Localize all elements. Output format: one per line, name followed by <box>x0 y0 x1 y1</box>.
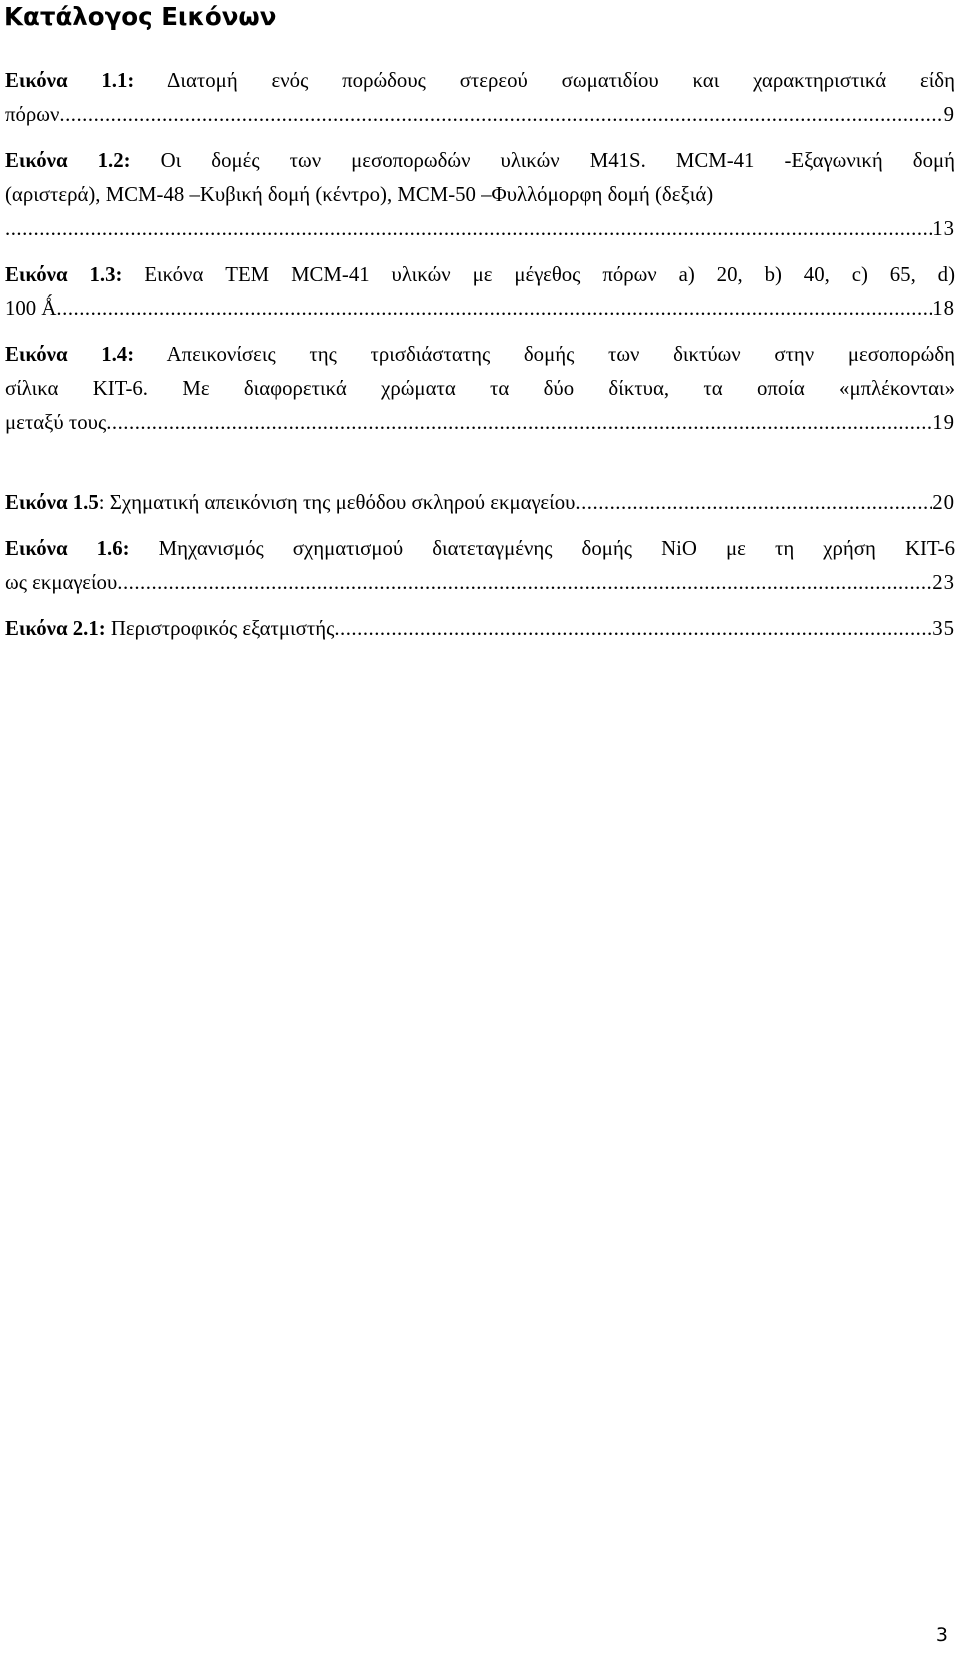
toc-entry-2-1[interactable] <box>5 612 955 646</box>
toc-entry-1-4[interactable] <box>5 338 955 440</box>
entry-label: Εικόνα 2.1: <box>5 617 106 640</box>
entry-caption: Εικόνα TEM MCM-41 υλικών με μέγεθος πόρων a) 20, b) 40, c) 65, d) <box>144 263 956 286</box>
entry-line <box>5 64 955 98</box>
entry-caption: Μηχανισμός σχηματισμού διατεταγμένης δομής NiO με τη χρήση KIT-6 <box>158 537 956 560</box>
entry-page-number: 13 <box>932 217 955 240</box>
dot-leader <box>334 612 932 646</box>
entry-label-group <box>5 486 575 520</box>
entry-label: Εικόνα 1.4: <box>5 343 135 366</box>
entry-caption-end: Σχηματική απεικόνιση της μεθόδου σκληρού εκμαγείου <box>109 491 576 514</box>
entry-page-number: 20 <box>932 491 955 514</box>
dot-leader <box>106 406 932 440</box>
page-number: 3 <box>935 1624 948 1646</box>
entry-label: Εικόνα 1.2: <box>5 149 131 172</box>
entry-label: Εικόνα 1.1: <box>5 69 135 92</box>
entry-caption-continued: (αριστερά), MCM-48 –Κυβική δομή (κέντρο), MCM-50 –Φυλλόμορφη δομή (δεξιά) <box>5 183 714 206</box>
entry-line <box>5 372 955 406</box>
entry-caption-end: 100 Ǻ <box>5 297 57 320</box>
toc-entry-1-6[interactable] <box>5 532 955 600</box>
entry-label: Εικόνα 1.6: <box>5 537 130 560</box>
entry-caption: Διατομή ενός πορώδους στερεού σωματιδίου και χαρακτηριστικά είδη <box>167 69 955 92</box>
dot-leader <box>5 212 932 246</box>
entry-page-number: 35 <box>932 617 955 640</box>
toc-entry-1-1[interactable] <box>5 64 955 132</box>
entry-leader-line <box>5 612 955 646</box>
entry-label-group <box>5 612 334 646</box>
entry-label-colon: : <box>98 491 105 514</box>
entry-caption-end: ως εκμαγείου <box>5 571 118 594</box>
entry-label: Εικόνα 1.3: <box>5 263 123 286</box>
entry-leader-line <box>5 212 955 246</box>
entry-leader-line <box>5 566 955 600</box>
entry-page-number: 18 <box>932 297 955 320</box>
entry-line <box>5 258 955 292</box>
dot-leader <box>117 566 932 600</box>
entry-caption: Οι δομές των μεσοπορωδών υλικών M41S. MCM-41 -Εξαγωνική δομή <box>160 149 956 172</box>
entry-leader-line <box>5 486 955 520</box>
dot-leader <box>56 292 932 326</box>
entry-line <box>5 338 955 372</box>
entry-line <box>5 178 955 212</box>
entry-caption-end: Περιστροφικός εξατμιστής <box>110 617 335 640</box>
entry-caption-end: πόρων <box>5 103 60 126</box>
toc-entry-1-2[interactable] <box>5 144 955 246</box>
entry-caption-end: μεταξύ τους <box>5 411 107 434</box>
entry-caption: Απεικονίσεις της τρισδιάστατης δομής των δικτύων στην μεσοπορώδη <box>166 343 955 366</box>
toc-entry-1-5[interactable] <box>5 486 955 520</box>
toc-title: Κατάλογος Εικόνων <box>4 2 277 31</box>
entry-label: Εικόνα 1.5 <box>5 491 99 514</box>
entry-caption-continued: σίλικα KIT-6. Με διαφορετικά χρώματα τα δύο δίκτυα, τα οποία «μπλέκονται» <box>5 377 955 400</box>
entry-leader-line <box>5 406 955 440</box>
entry-leader-line <box>5 292 955 326</box>
dot-leader <box>575 486 932 520</box>
entry-line <box>5 144 955 178</box>
entry-page-number: 9 <box>943 103 955 126</box>
dot-leader <box>59 98 943 132</box>
entry-page-number: 19 <box>932 411 955 434</box>
toc-entry-1-3[interactable] <box>5 258 955 326</box>
entry-line <box>5 532 955 566</box>
entry-leader-line <box>5 98 955 132</box>
entry-page-number: 23 <box>932 571 955 594</box>
